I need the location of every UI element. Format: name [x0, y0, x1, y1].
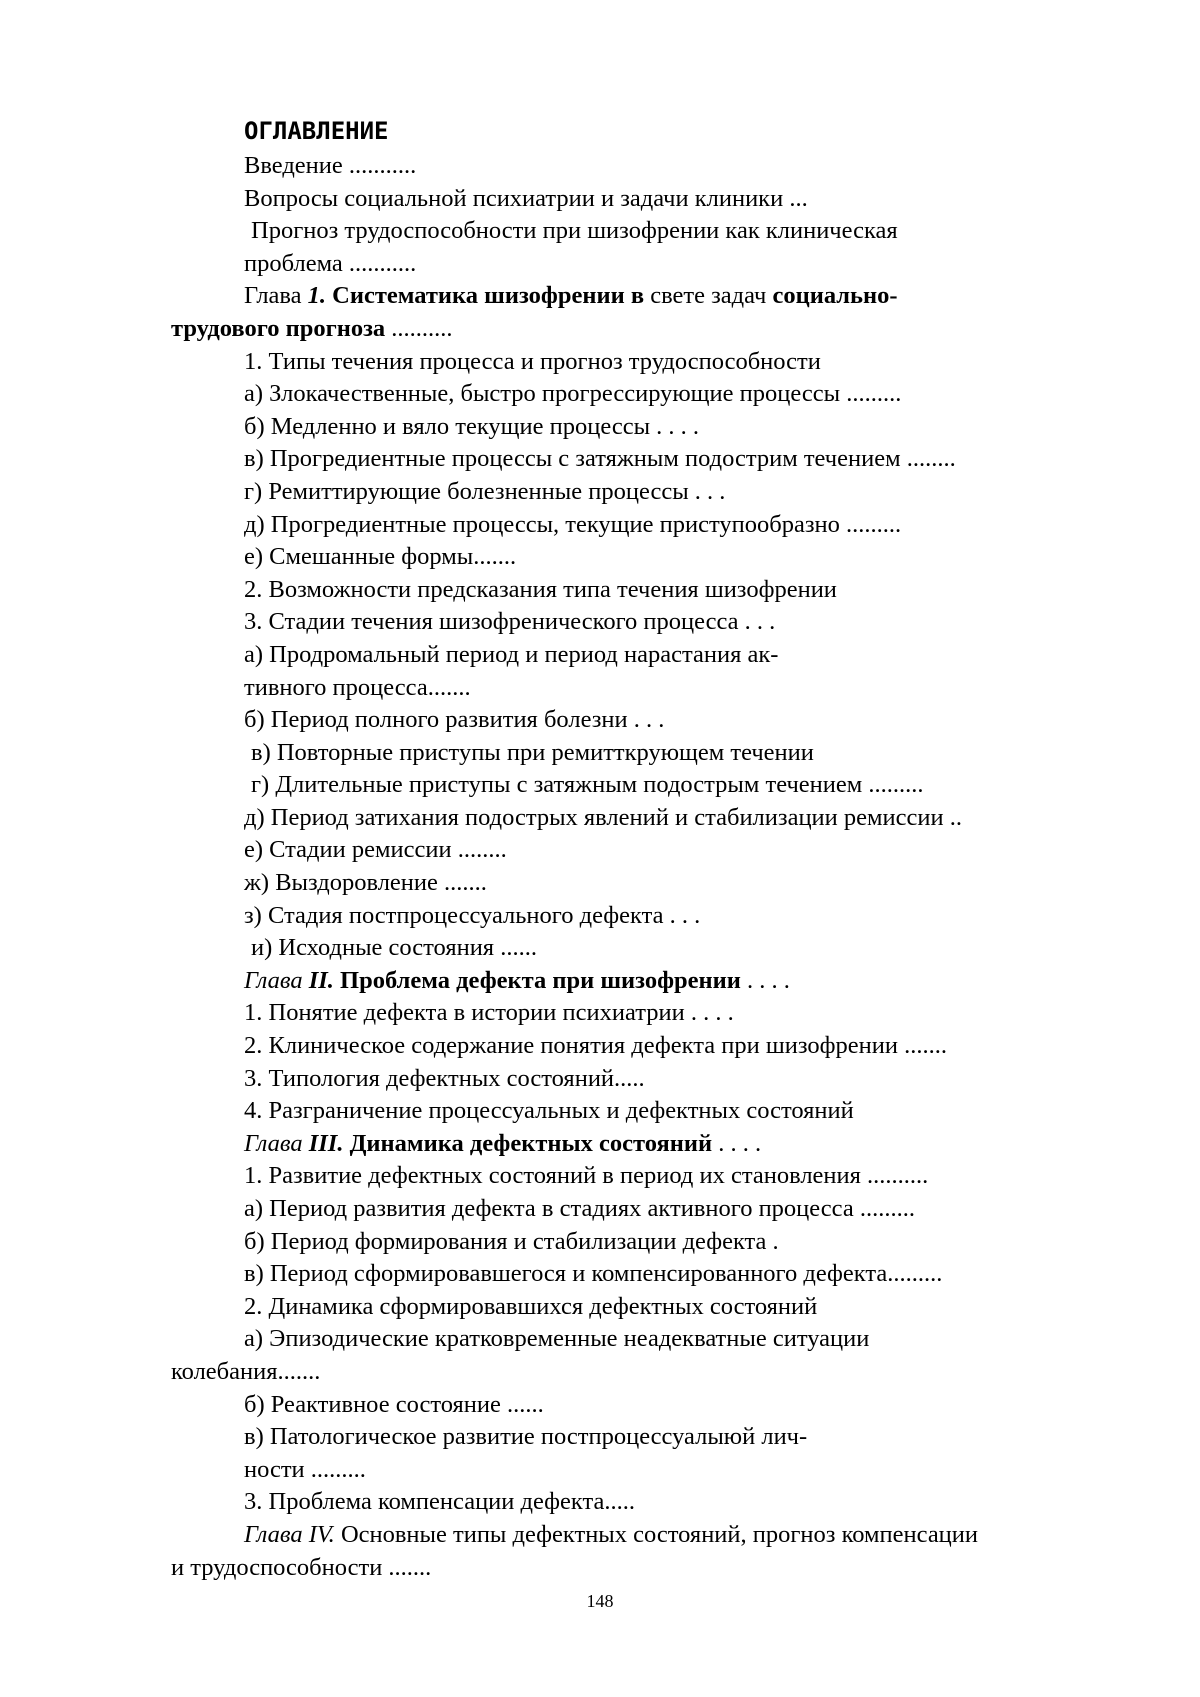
toc-entry: ж) Выздоровление ....... — [244, 869, 487, 897]
chapter-title-bold: социально- — [772, 282, 898, 310]
chapter-prefix: Глава — [244, 966, 309, 994]
toc-entry: Введение ........... — [244, 152, 417, 179]
toc-entry: б) Период формирования и стабилизации дефекта . — [244, 1227, 779, 1255]
toc-entry: а) Эпизодические кратковременные неадекватные ситуации — [244, 1325, 870, 1353]
toc-entry: а) Продромальный период и период нарастания ак- — [244, 640, 779, 668]
toc-entry: 2. Клиническое содержание понятия дефекта при шизофрении ....... — [244, 1032, 947, 1060]
chapter-number: III. — [308, 1129, 344, 1157]
toc-entry: б) Период полного развития болезни . . . — [244, 706, 665, 734]
leader-dots: . . . . — [740, 966, 790, 994]
toc-entry: г) Длительные приступы с затяжным подострым течением ......... — [251, 771, 924, 799]
chapter-title-bold: трудового прогноза — [171, 314, 386, 342]
page-number: 148 — [586, 1591, 614, 1611]
chapter-prefix: Глава IV. — [244, 1520, 335, 1548]
toc-entry: е) Стадии ремиссии ........ — [244, 836, 507, 864]
leader-dots: .......... — [385, 314, 453, 342]
toc-entry: 4. Разграничение процессуальных и дефектных состояний — [244, 1097, 854, 1125]
chapter-number: II. — [308, 966, 334, 994]
toc-entry: проблема ........... — [244, 249, 417, 277]
chapter-prefix: Глава — [244, 1129, 309, 1157]
toc-chapter-4-title — [171, 1519, 1121, 1552]
table-of-contents — [171, 150, 1121, 1584]
toc-entry: Вопросы социальной психиатрии и задачи клиники ... — [244, 184, 808, 212]
toc-entry: колебания....... — [171, 1357, 321, 1385]
toc-entry: а) Период развития дефекта в стадиях активного процесса ......... — [244, 1195, 915, 1222]
chapter-title-bold: Динамика дефектных состояний — [343, 1129, 713, 1157]
toc-entry: 3. Проблема компенсации дефекта..... — [244, 1488, 636, 1516]
toc-entry: 1. Развитие дефектных состояний в период их становления .......... — [244, 1162, 929, 1190]
toc-chapter-3-title — [171, 1128, 1121, 1161]
chapter-prefix: Глава — [244, 282, 308, 310]
toc-entry: д) Период затихания подострых явлений и стабилизации ремиссии .. — [244, 803, 962, 831]
toc-entry: г) Ремиттирующие болезненные процессы . . . — [244, 477, 726, 505]
toc-entry: з) Стадия постпроцессуального дефекта . . . — [244, 901, 701, 929]
leader-dots: . . . . — [712, 1129, 762, 1157]
toc-entry: в) Прогредиентные процессы с затяжным подострим течением ........ — [244, 445, 956, 473]
toc-chapter-4-title-continued: и трудоспособности ....... — [171, 1553, 432, 1581]
toc-entry: д) Прогредиентные процессы, текущие приступообразно ......... — [244, 510, 902, 538]
toc-entry: в) Период сформировавшегося и компенсированного дефекта......... — [244, 1260, 943, 1288]
toc-chapter-1-title-continued — [171, 313, 1121, 346]
toc-entry: ности ......... — [244, 1455, 366, 1483]
toc-entry: Прогноз трудоспособности при шизофрении как клиническая — [251, 217, 898, 245]
toc-heading: ОГЛАВЛЕНИЕ — [244, 117, 389, 145]
toc-chapter-1-title — [171, 280, 1121, 313]
chapter-title-regular: свете задач — [644, 282, 773, 310]
toc-entry: 1. Понятие дефекта в истории психиатрии . . . . — [244, 999, 734, 1027]
toc-entry: 1. Типы течения процесса и прогноз трудоспособности — [244, 347, 821, 375]
toc-chapter-2-title — [171, 965, 1121, 998]
toc-entry: б) Реактивное состояние ...... — [244, 1390, 544, 1418]
toc-entry: 2. Динамика сформировавшихся дефектных состояний — [244, 1292, 818, 1320]
toc-entry: в) Повторные приступы при ремитткрующем течении — [251, 738, 814, 766]
chapter-title-bold: Систематика шизофрении в — [326, 282, 645, 310]
toc-entry: 3. Типология дефектных состояний..... — [244, 1064, 645, 1092]
chapter-number: 1. — [307, 282, 327, 310]
toc-entry: е) Смешанные формы....... — [244, 543, 517, 571]
toc-entry: и) Исходные состояния ...... — [251, 934, 537, 962]
toc-entry: тивного процесса....... — [244, 673, 471, 701]
toc-entry: а) Злокачественные, быстро прогрессирующие процессы ......... — [244, 380, 902, 408]
toc-entry: 3. Стадии течения шизофренического процесса . . . — [244, 608, 776, 636]
chapter-title-regular: Основные типы дефектных состояний, прогноз компенсации — [334, 1520, 979, 1548]
chapter-title-bold: Проблема дефекта при шизофрении — [333, 966, 741, 994]
toc-entry: б) Медленно и вяло текущие процессы . . . . — [244, 412, 700, 440]
toc-entry: 2. Возможности предсказания типа течения шизофрении — [244, 575, 837, 603]
toc-entry: в) Патологическое развитие постпроцессуалыюй лич- — [244, 1423, 808, 1451]
